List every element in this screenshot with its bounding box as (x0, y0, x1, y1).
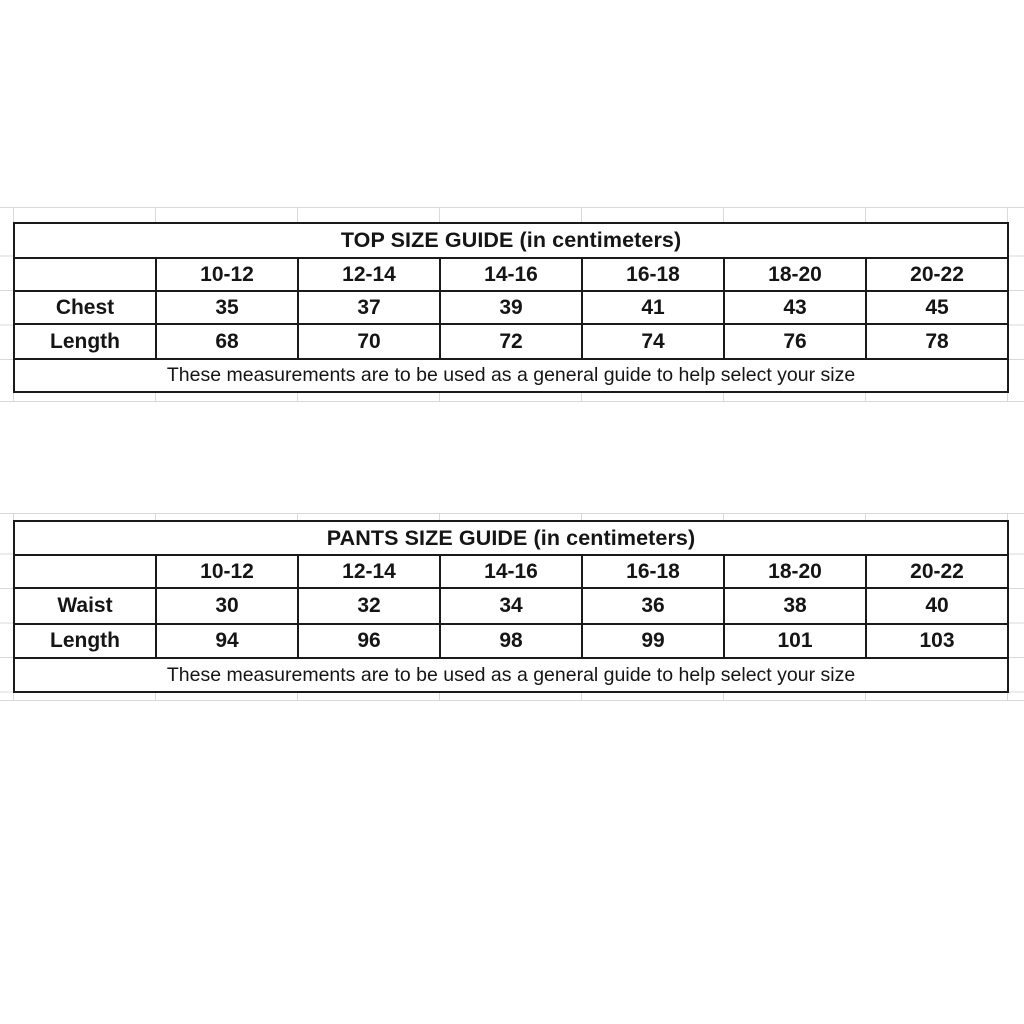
table-note: These measurements are to be used as a general guide to help select your size (14, 658, 1008, 692)
measurement-cell: 78 (866, 324, 1008, 359)
measurement-cell: 36 (582, 588, 724, 624)
measurement-cell: 101 (724, 624, 866, 658)
measurement-cell: 99 (582, 624, 724, 658)
pants-size-guide-table (13, 520, 1009, 693)
measurement-cell: 30 (156, 588, 298, 624)
measurement-cell: 70 (298, 324, 440, 359)
measurement-cell: 45 (866, 291, 1008, 324)
measurement-cell: 72 (440, 324, 582, 359)
size-header: 20-22 (866, 258, 1008, 291)
table-row (14, 521, 1008, 555)
size-header: 14-16 (440, 555, 582, 588)
table-row (14, 258, 1008, 291)
gridline-row-stubs (0, 520, 13, 693)
row-label: Waist (14, 588, 156, 624)
measurement-cell: 34 (440, 588, 582, 624)
table-row (14, 223, 1008, 258)
table-title: TOP SIZE GUIDE (in centimeters) (14, 223, 1008, 258)
measurement-cell: 40 (866, 588, 1008, 624)
measurement-cell: 41 (582, 291, 724, 324)
measurement-cell: 35 (156, 291, 298, 324)
size-header: 12-14 (298, 555, 440, 588)
row-label: Length (14, 324, 156, 359)
corner-cell (14, 555, 156, 588)
row-label: Length (14, 624, 156, 658)
table-title: PANTS SIZE GUIDE (in centimeters) (14, 521, 1008, 555)
row-label: Chest (14, 291, 156, 324)
size-header: 14-16 (440, 258, 582, 291)
measurement-cell: 74 (582, 324, 724, 359)
table-row (14, 658, 1008, 692)
size-header: 10-12 (156, 258, 298, 291)
gridline-horizontal (0, 401, 1024, 402)
table-note: These measurements are to be used as a general guide to help select your size (14, 359, 1008, 392)
size-header: 12-14 (298, 258, 440, 291)
table-row (14, 359, 1008, 392)
gridline-horizontal (0, 700, 1024, 701)
size-header: 16-18 (582, 258, 724, 291)
table-row (14, 555, 1008, 588)
gridline-column-stubs (13, 207, 1008, 222)
size-header: 10-12 (156, 555, 298, 588)
measurement-cell: 76 (724, 324, 866, 359)
size-header: 18-20 (724, 555, 866, 588)
measurement-cell: 37 (298, 291, 440, 324)
measurement-cell: 38 (724, 588, 866, 624)
corner-cell (14, 258, 156, 291)
measurement-cell: 43 (724, 291, 866, 324)
table-row (14, 624, 1008, 658)
top-size-guide-table (13, 222, 1009, 393)
gridline-column-stubs (13, 693, 1008, 700)
gridline-column-stubs (13, 513, 1008, 520)
gridline-row-stubs (0, 222, 13, 393)
measurement-cell: 98 (440, 624, 582, 658)
measurement-cell: 39 (440, 291, 582, 324)
measurement-cell: 68 (156, 324, 298, 359)
gridline-column-stubs (13, 393, 1008, 401)
size-header: 18-20 (724, 258, 866, 291)
size-header: 16-18 (582, 555, 724, 588)
size-header: 20-22 (866, 555, 1008, 588)
table-row (14, 588, 1008, 624)
measurement-cell: 32 (298, 588, 440, 624)
table-row (14, 324, 1008, 359)
measurement-cell: 96 (298, 624, 440, 658)
table-row (14, 291, 1008, 324)
measurement-cell: 94 (156, 624, 298, 658)
measurement-cell: 103 (866, 624, 1008, 658)
